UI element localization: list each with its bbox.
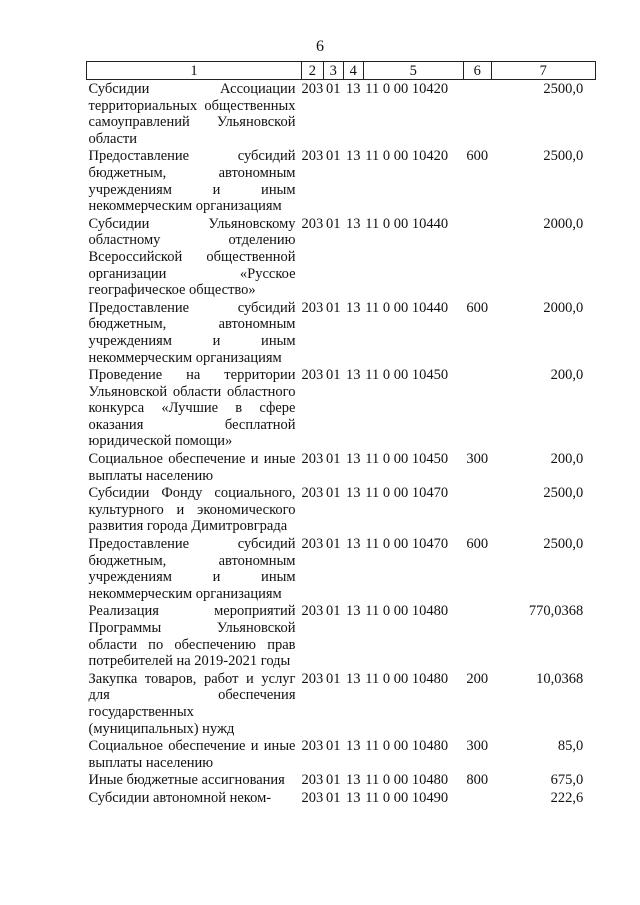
row-target-code: 11 0 00 10420 bbox=[365, 148, 449, 165]
row-amount: 200,0 bbox=[550, 451, 584, 468]
row-expense-type: 800 bbox=[466, 772, 489, 789]
header-col-5: 5 bbox=[363, 62, 463, 80]
row-chapter: 203 bbox=[301, 789, 324, 806]
row-subsection: 13 bbox=[346, 367, 361, 384]
row-target-code: 11 0 00 10480 bbox=[365, 603, 449, 620]
header-col-6: 6 bbox=[463, 62, 491, 80]
row-chapter: 203 bbox=[301, 670, 324, 687]
table-row bbox=[87, 366, 596, 450]
row-section: 01 bbox=[326, 215, 341, 232]
table-row bbox=[87, 602, 596, 669]
table-row bbox=[87, 670, 596, 737]
row-name: Проведение на территории Ульяновской области областного конкурса «Лучшие в сфере оказания бесплатной юридической помощи» bbox=[88, 367, 296, 450]
row-subsection: 13 bbox=[346, 670, 361, 687]
row-target-code: 11 0 00 10440 bbox=[365, 215, 449, 232]
row-amount: 2500,0 bbox=[543, 536, 584, 553]
row-section: 01 bbox=[326, 81, 341, 97]
table-header bbox=[87, 62, 596, 80]
row-section: 01 bbox=[326, 670, 341, 687]
table-row bbox=[87, 80, 596, 148]
header-col-1: 1 bbox=[87, 62, 302, 80]
row-subsection: 13 bbox=[346, 215, 361, 232]
row-amount: 770,0368 bbox=[528, 603, 584, 620]
row-amount: 675,0 bbox=[550, 772, 584, 789]
row-section: 01 bbox=[326, 299, 341, 316]
header-col-2: 2 bbox=[302, 62, 324, 80]
table-row bbox=[87, 147, 596, 214]
row-chapter: 203 bbox=[301, 603, 324, 620]
row-chapter: 203 bbox=[301, 81, 324, 97]
row-amount: 2000,0 bbox=[543, 215, 584, 232]
row-name: Реализация мероприятий Программы Ульяновской области по обеспечению прав потребителей на 2019-2021 годы bbox=[88, 603, 296, 670]
row-chapter: 203 bbox=[301, 215, 324, 232]
row-target-code: 11 0 00 10480 bbox=[365, 772, 449, 789]
row-expense-type bbox=[463, 602, 491, 669]
row-expense-type bbox=[463, 215, 491, 299]
row-expense-type: 300 bbox=[466, 451, 489, 468]
row-subsection: 13 bbox=[346, 81, 361, 97]
row-expense-type: 600 bbox=[466, 536, 489, 553]
header-row bbox=[87, 62, 596, 80]
row-section: 01 bbox=[326, 738, 341, 755]
table-row bbox=[87, 789, 596, 807]
row-name: Предоставление субсидий бюджетным, автономным учреждениям и иным некоммерческим организациям bbox=[88, 536, 296, 602]
row-name: Предоставление субсидий бюджетным, автономным учреждениям и иным некоммерческим организациям bbox=[88, 148, 296, 215]
row-section: 01 bbox=[326, 789, 341, 806]
row-amount: 10,0368 bbox=[536, 670, 584, 687]
row-amount: 222,6 bbox=[550, 789, 584, 806]
row-chapter: 203 bbox=[301, 738, 324, 755]
row-chapter: 203 bbox=[301, 772, 324, 789]
row-subsection: 13 bbox=[346, 789, 361, 806]
row-amount: 85,0 bbox=[557, 738, 584, 755]
row-amount: 2000,0 bbox=[543, 299, 584, 316]
row-expense-type bbox=[463, 366, 491, 450]
row-target-code: 11 0 00 10450 bbox=[365, 451, 449, 468]
row-expense-type bbox=[463, 80, 491, 148]
header-col-3: 3 bbox=[323, 62, 343, 80]
row-section: 01 bbox=[326, 451, 341, 468]
header-col-7: 7 bbox=[491, 62, 595, 80]
row-subsection: 13 bbox=[346, 738, 361, 755]
row-name: Социальное обеспечение и иные выплаты населению bbox=[88, 738, 296, 771]
row-name: Иные бюджетные ассигнования bbox=[88, 772, 285, 789]
row-target-code: 11 0 00 10420 bbox=[365, 81, 449, 97]
row-section: 01 bbox=[326, 367, 341, 384]
table-row bbox=[87, 484, 596, 535]
row-amount: 2500,0 bbox=[543, 81, 584, 97]
table-row bbox=[87, 450, 596, 484]
budget-table bbox=[86, 61, 596, 807]
row-name: Субсидии Фонду социального, культурного и экономического развития города Димитровграда bbox=[88, 485, 296, 535]
row-target-code: 11 0 00 10470 bbox=[365, 485, 449, 502]
row-section: 01 bbox=[326, 485, 341, 502]
row-target-code: 11 0 00 10490 bbox=[365, 789, 449, 806]
row-chapter: 203 bbox=[301, 148, 324, 165]
row-expense-type: 200 bbox=[466, 670, 489, 687]
row-chapter: 203 bbox=[301, 367, 324, 384]
row-name: Закупка товаров, работ и услуг для обеспечения государственных (муниципальных) нужд bbox=[88, 670, 296, 737]
row-target-code: 11 0 00 10450 bbox=[365, 367, 449, 384]
row-name: Предоставление субсидий бюджетным, автономным учреждениям и иным некоммерческим организациям bbox=[88, 299, 296, 366]
row-target-code: 11 0 00 10470 bbox=[365, 536, 449, 553]
row-subsection: 13 bbox=[346, 299, 361, 316]
row-amount: 2500,0 bbox=[543, 148, 584, 165]
row-section: 01 bbox=[326, 148, 341, 165]
row-amount: 200,0 bbox=[550, 367, 584, 384]
row-expense-type: 600 bbox=[466, 148, 489, 165]
row-subsection: 13 bbox=[346, 603, 361, 620]
row-subsection: 13 bbox=[346, 536, 361, 553]
row-subsection: 13 bbox=[346, 485, 361, 502]
table-row bbox=[87, 299, 596, 366]
row-expense-type bbox=[463, 484, 491, 535]
row-section: 01 bbox=[326, 603, 341, 620]
row-target-code: 11 0 00 10480 bbox=[365, 738, 449, 755]
table-row bbox=[87, 737, 596, 771]
row-expense-type: 600 bbox=[466, 299, 489, 316]
row-chapter: 203 bbox=[301, 536, 324, 553]
row-section: 01 bbox=[326, 536, 341, 553]
row-name: Социальное обеспечение и иные выплаты населению bbox=[88, 451, 296, 484]
row-chapter: 203 bbox=[301, 451, 324, 468]
row-expense-type: 300 bbox=[466, 738, 489, 755]
row-target-code: 11 0 00 10440 bbox=[365, 299, 449, 316]
table-body bbox=[87, 80, 596, 807]
row-amount: 2500,0 bbox=[543, 485, 584, 502]
row-chapter: 203 bbox=[301, 299, 324, 316]
table-row bbox=[87, 771, 596, 789]
table-row bbox=[87, 215, 596, 299]
table-row bbox=[87, 535, 596, 602]
row-target-code: 11 0 00 10480 bbox=[365, 670, 449, 687]
page-number: 6 bbox=[316, 38, 324, 55]
row-name: Субсидии Ульяновскому областному отделению Всероссийской общественной организации «Русское географическое общество» bbox=[88, 215, 296, 299]
row-subsection: 13 bbox=[346, 451, 361, 468]
row-name: Субсидии автономной неком- bbox=[88, 789, 272, 806]
row-chapter: 203 bbox=[301, 485, 324, 502]
row-expense-type bbox=[463, 789, 491, 807]
row-subsection: 13 bbox=[346, 772, 361, 789]
row-name: Субсидии Ассоциации территориальных общественных самоуправлений Ульяновской области bbox=[88, 81, 296, 147]
row-section: 01 bbox=[326, 772, 341, 789]
header-col-4: 4 bbox=[343, 62, 363, 80]
row-subsection: 13 bbox=[346, 148, 361, 165]
